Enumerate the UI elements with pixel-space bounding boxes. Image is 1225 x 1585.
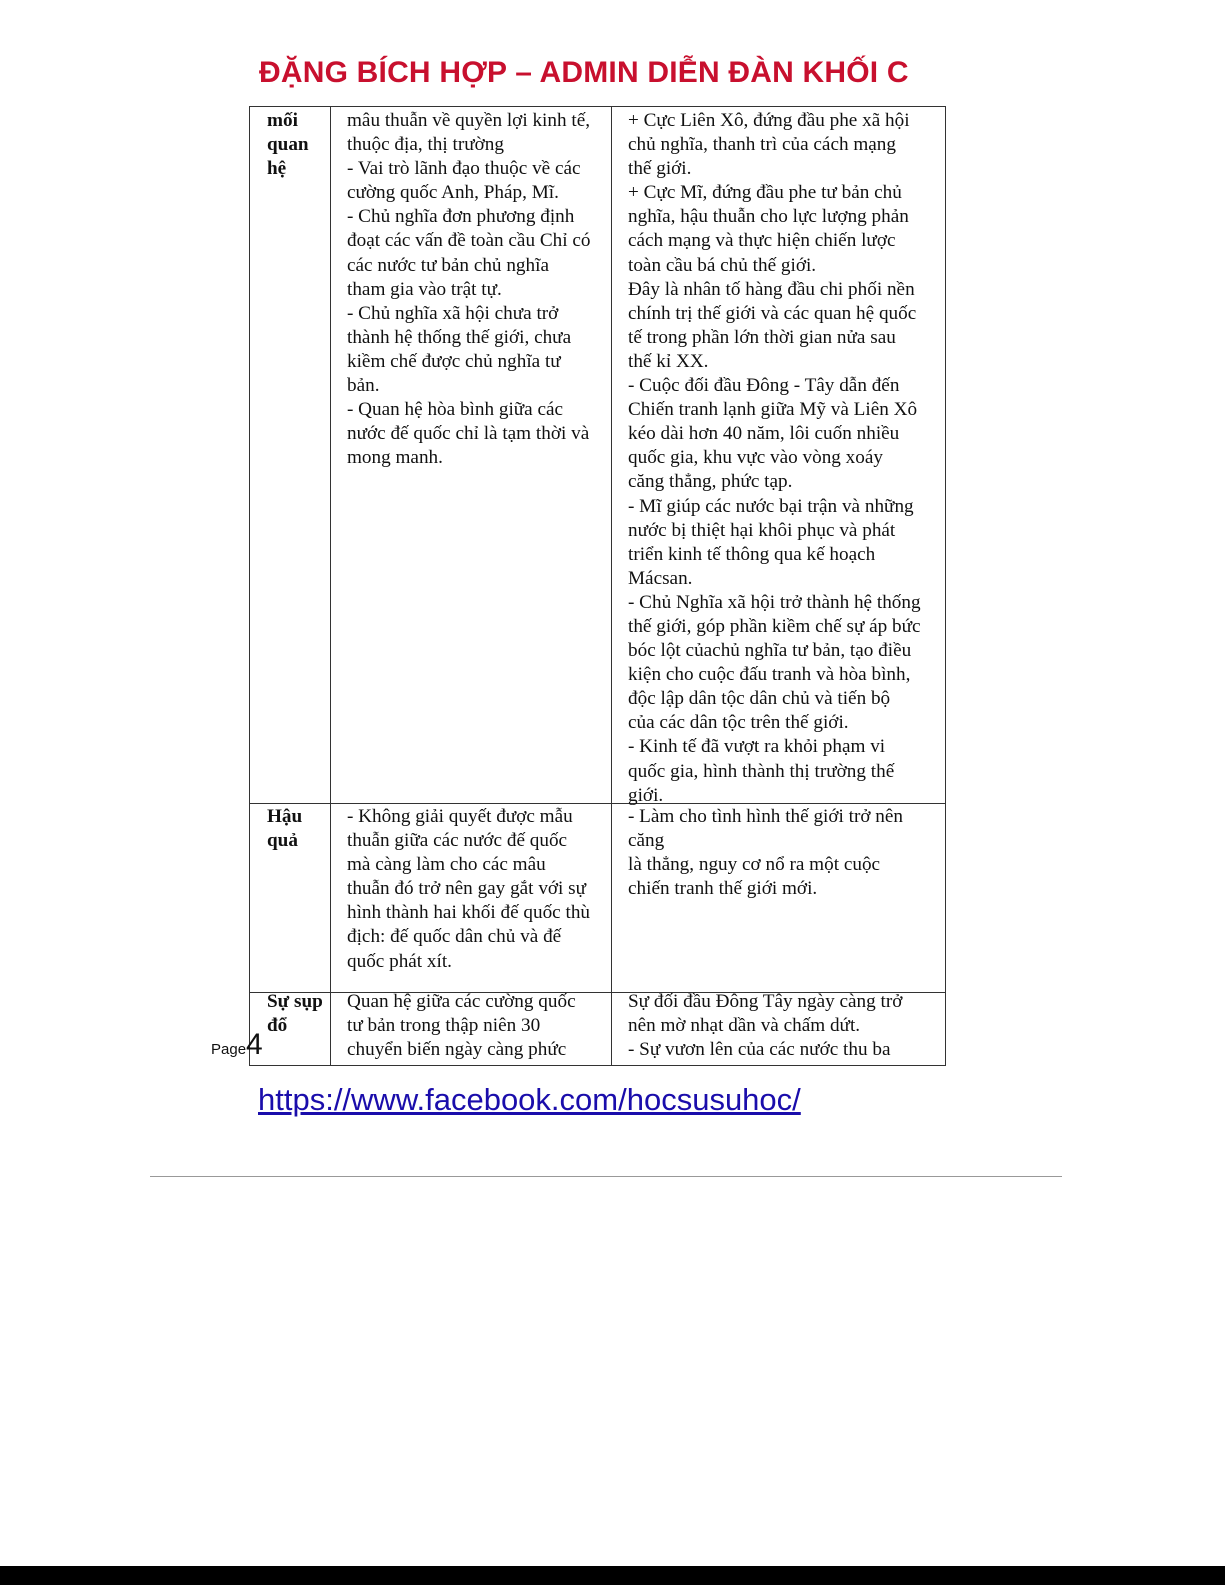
column-divider [611, 107, 612, 1065]
facebook-link[interactable]: https://www.facebook.com/hocsusuhoc/ [258, 1082, 801, 1117]
cell-relations-col3: + Cực Liên Xô, đứng đầu phe xã hội chủ nghĩa, thanh trì của cách mạng thế giới. + Cực Mĩ, đứng đầu phe tư bản chủ nghĩa, hậu thuẫn cho lực lượng phản cách mạng và thực hiện chiến lược toàn cầu bá chủ thế giới. Đây là nhân tố hàng đầu chi phối nền chính trị thế giới và các quan hệ quốc tế trong phần lớn thời gian nửa sau thế kỉ XX. - Cuộc đối đầu Đông - Tây dẫn đến Chiến tranh lạnh giữa Mỹ và Liên Xô kéo dài hơn 40 năm, lôi cuốn nhiều quốc gia, khu vực vào vòng xoáy căng thẳng, phức tạp. - Mĩ giúp các nước bại trận và những nước bị thiệt hại khôi phục và phát triển kinh tế thông qua kế hoạch Mácsan. - Chủ Nghĩa xã hội trở thành hệ thống thế giới, góp phần kiềm chế sự áp bức bóc lột củachủ nghĩa tư bản, tạo điều kiện cho cuộc đấu tranh và hòa bình, độc lập dân tộc dân chủ và tiến bộ của các dân tộc trên thế giới. - Kinh tế đã vượt ra khỏi phạm vi quốc gia, hình thành thị trường thế giới. [628, 110, 921, 806]
cell-consequences-col2: - Không giải quyết được mẫu thuẫn giữa các nước đế quốc mà càng làm cho các mâu thuẫn đó trở nên gay gắt với sự hình thành hai khối đế quốc thù địch: đế quốc dân chủ và đế quốc phát xít. [347, 806, 591, 972]
cell-consequences-col3: - Làm cho tình hình thế giới trở nên căng là thẳng, nguy cơ nổ ra một cuộc chiến tranh thế giới mới. [628, 806, 904, 900]
row-header-relations: mối quan hệ [267, 110, 309, 180]
row-header-consequences: Hậu quả [267, 806, 303, 852]
page-number-value: 4 [246, 1028, 263, 1061]
document-header-title: ĐẶNG BÍCH HỢP – ADMIN DIỄN ĐÀN KHỐI C [259, 56, 909, 89]
comparison-table [249, 106, 946, 1066]
page-separator [150, 1176, 1062, 1177]
page-number [211, 1028, 263, 1062]
cell-collapse-col3: Sự đối đầu Đông Tây ngày càng trở nên mờ nhạt dần và chấm dứt. - Sự vươn lên của các nước thu ba [628, 991, 903, 1061]
cell-relations-col2: mâu thuẫn về quyền lợi kinh tế, thuộc địa, thị trường - Vai trò lãnh đạo thuộc về các cường quốc Anh, Pháp, Mĩ. - Chủ nghĩa đơn phương định đoạt các vấn đề toàn cầu Chỉ có các nước tư bản chủ nghĩa tham gia vào trật tự. - Chủ nghĩa xã hội chưa trở thành hệ thống thế giới, chưa kiềm chế được chủ nghĩa tư bản. - Quan hệ hòa bình giữa các nước đế quốc chỉ là tạm thời và mong manh. [347, 110, 591, 469]
page-label: Page [211, 1041, 247, 1058]
column-divider [330, 107, 331, 1065]
row-header-collapse: Sự sụp đổ [267, 991, 323, 1037]
cell-collapse-col2: Quan hệ giữa các cường quốc tư bản trong thập niên 30 chuyển biến ngày càng phức [347, 991, 576, 1061]
bottom-edge-bar [0, 1566, 1225, 1585]
